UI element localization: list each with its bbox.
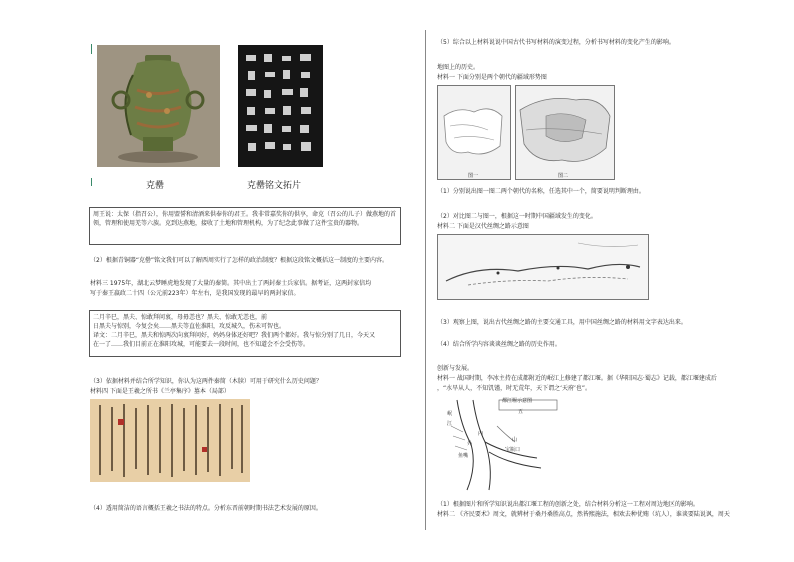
- material-4-left: 材料四 下面是王羲之所书《兰亭集序》墓本（局部）: [90, 388, 230, 395]
- question-4-left: （4）透用简洁的语言概括王羲之书法的特点。分析东晋前朝时期书法艺术发展的原因。: [90, 505, 322, 512]
- dynasty-map-2: [515, 85, 615, 180]
- margin-mark-top: [91, 44, 92, 54]
- material-2-right: 材料二 下面是汉代丝绸之路示意图: [437, 223, 529, 230]
- question-3-left: （3）依据材料并结合所学知识，你认为这两件秦简（木牍）可用于研究什么历史问题？: [90, 378, 322, 385]
- column-divider: [425, 30, 426, 530]
- material-3-line2: 写于秦王嬴政二十四（公元前223年）年左右，是我国发现的最早的两封家信。: [90, 290, 300, 297]
- calligraphy-image: [90, 399, 250, 482]
- dujiangyan-label-min: 岷: [447, 411, 453, 417]
- section-innovation: 创新与发展。: [437, 365, 474, 372]
- bronze-vessel-image: [97, 45, 220, 167]
- material-3-line1: 材料三 1975年，湖北云梦睡虎地发现了大量的秦简。其中出土了两封秦士兵家信。据考证，这两封家信均: [90, 280, 372, 287]
- qin-letter-line1: 二月辛巳，黑夫、惊敢拜问衷，母毋恙也？黑夫、惊敢无恙也，前: [93, 314, 268, 321]
- dynasty-map-1: [437, 85, 511, 180]
- material-1-right: 材料一 下面分别是两个朝代的疆域形势图: [437, 74, 547, 81]
- margin-mark-bottom: [91, 178, 92, 186]
- inscription-translation-box: 周王说：太保（指召公），你用盟誓和清酒来供奉你的君王。我非常嘉奖你的供享，命克（召公的儿子）做燕地的首领，管理和使用羌等六族。克到达燕地，接收了土地和管理机构，为了纪念此事做了这件宝贵的器物。: [89, 207, 401, 245]
- dujiangyan-diagram: [437, 396, 559, 492]
- caption-rubbing: 克罍铭文拓片: [247, 181, 302, 191]
- question-4-right: （4）结合所学内容谈谈丝绸之路的历史作用。: [437, 341, 561, 348]
- dujiangyan-label-wu: 五: [518, 409, 524, 415]
- material-last-right: 材料二 《齐民要术》周文，就辨材于桑丹桑胜高点，然皆熙施法，相欢去种优贿（坑人），谁谈要陆说讽，周天: [437, 511, 730, 518]
- question-2-left: （2）根据青铜器“克罍”铭文我们可以了解西周实行了怎样的政治制度？根据这段铭文概括这一制度的主要内容。: [90, 257, 389, 264]
- qin-letter-line2: 日黑夫与惊别，今复会矣……黑夫等直佐淮阳，攻反城久，伤未可智也。: [93, 323, 286, 330]
- material-dujiangyan-line2: ，“水旱从人，不知饥馑，时无荒年，天下谓之‘天府’也”。: [437, 385, 592, 392]
- qin-letter-box: [89, 310, 401, 357]
- question-3-right: （3）观察上图，说出古代丝绸之路的主要交通工具，用中国丝绸之路的材料用文字表达出来。: [437, 319, 687, 326]
- material-dujiangyan-line1: 材料一 战国时期，李冰主持在成都附近的岷江上修建了都江堰。据《华阳国志·蜀志》记载，都江堰建成后: [437, 375, 717, 382]
- dujiangyan-label-yuzui: 鱼嘴: [458, 453, 469, 459]
- map-label-1: 图一: [468, 173, 479, 179]
- qin-letter-line4: 在一了……我们目前正在淮阳攻城，可能要去一段时间，也不知道会不会受伤等。: [93, 341, 310, 348]
- caption-vessel: 克罍: [146, 181, 165, 191]
- silk-road-map: [437, 234, 649, 300]
- question-2-right: （2）对比图二与图一，根据这一时期中国疆域发生的变化。: [437, 213, 597, 220]
- section-map-history: 地图上的历史。: [437, 64, 480, 71]
- dujiangyan-label-wai: 外: [467, 441, 473, 447]
- dujiangyan-label-baopingkou: 宝瓶口: [505, 447, 521, 453]
- dujiangyan-label-jiang: 江: [447, 421, 453, 427]
- map-label-2: 图二: [558, 173, 569, 179]
- inscription-rubbing-image: [238, 45, 323, 167]
- question-5-right: （5）综合以上材料说说中国古代书写材料的演变过程，分析书写材料的变化产生的影响。: [437, 39, 675, 46]
- qin-letter-line3: 译文：二月辛巳，黑夫和惊两次向衷拜问好，妈妈身体还好吧？我们两个都好。我与惊分别了几日，今天又: [93, 332, 376, 339]
- question-1-right: （1）分别说出图一图二两个朝代的名称，任选其中一个，简要说明判断理由。: [437, 188, 645, 195]
- dujiangyan-label-shan: 山: [512, 437, 518, 443]
- dujiangyan-title: 都江堰示意图: [502, 398, 533, 404]
- dujiangyan-label-nei: 内: [478, 431, 484, 437]
- question-last-right: （1）根据图片和所学知识说出都江堰工程的创新之处，结合材料分析这一工程对周边地区的影响。: [437, 501, 699, 508]
